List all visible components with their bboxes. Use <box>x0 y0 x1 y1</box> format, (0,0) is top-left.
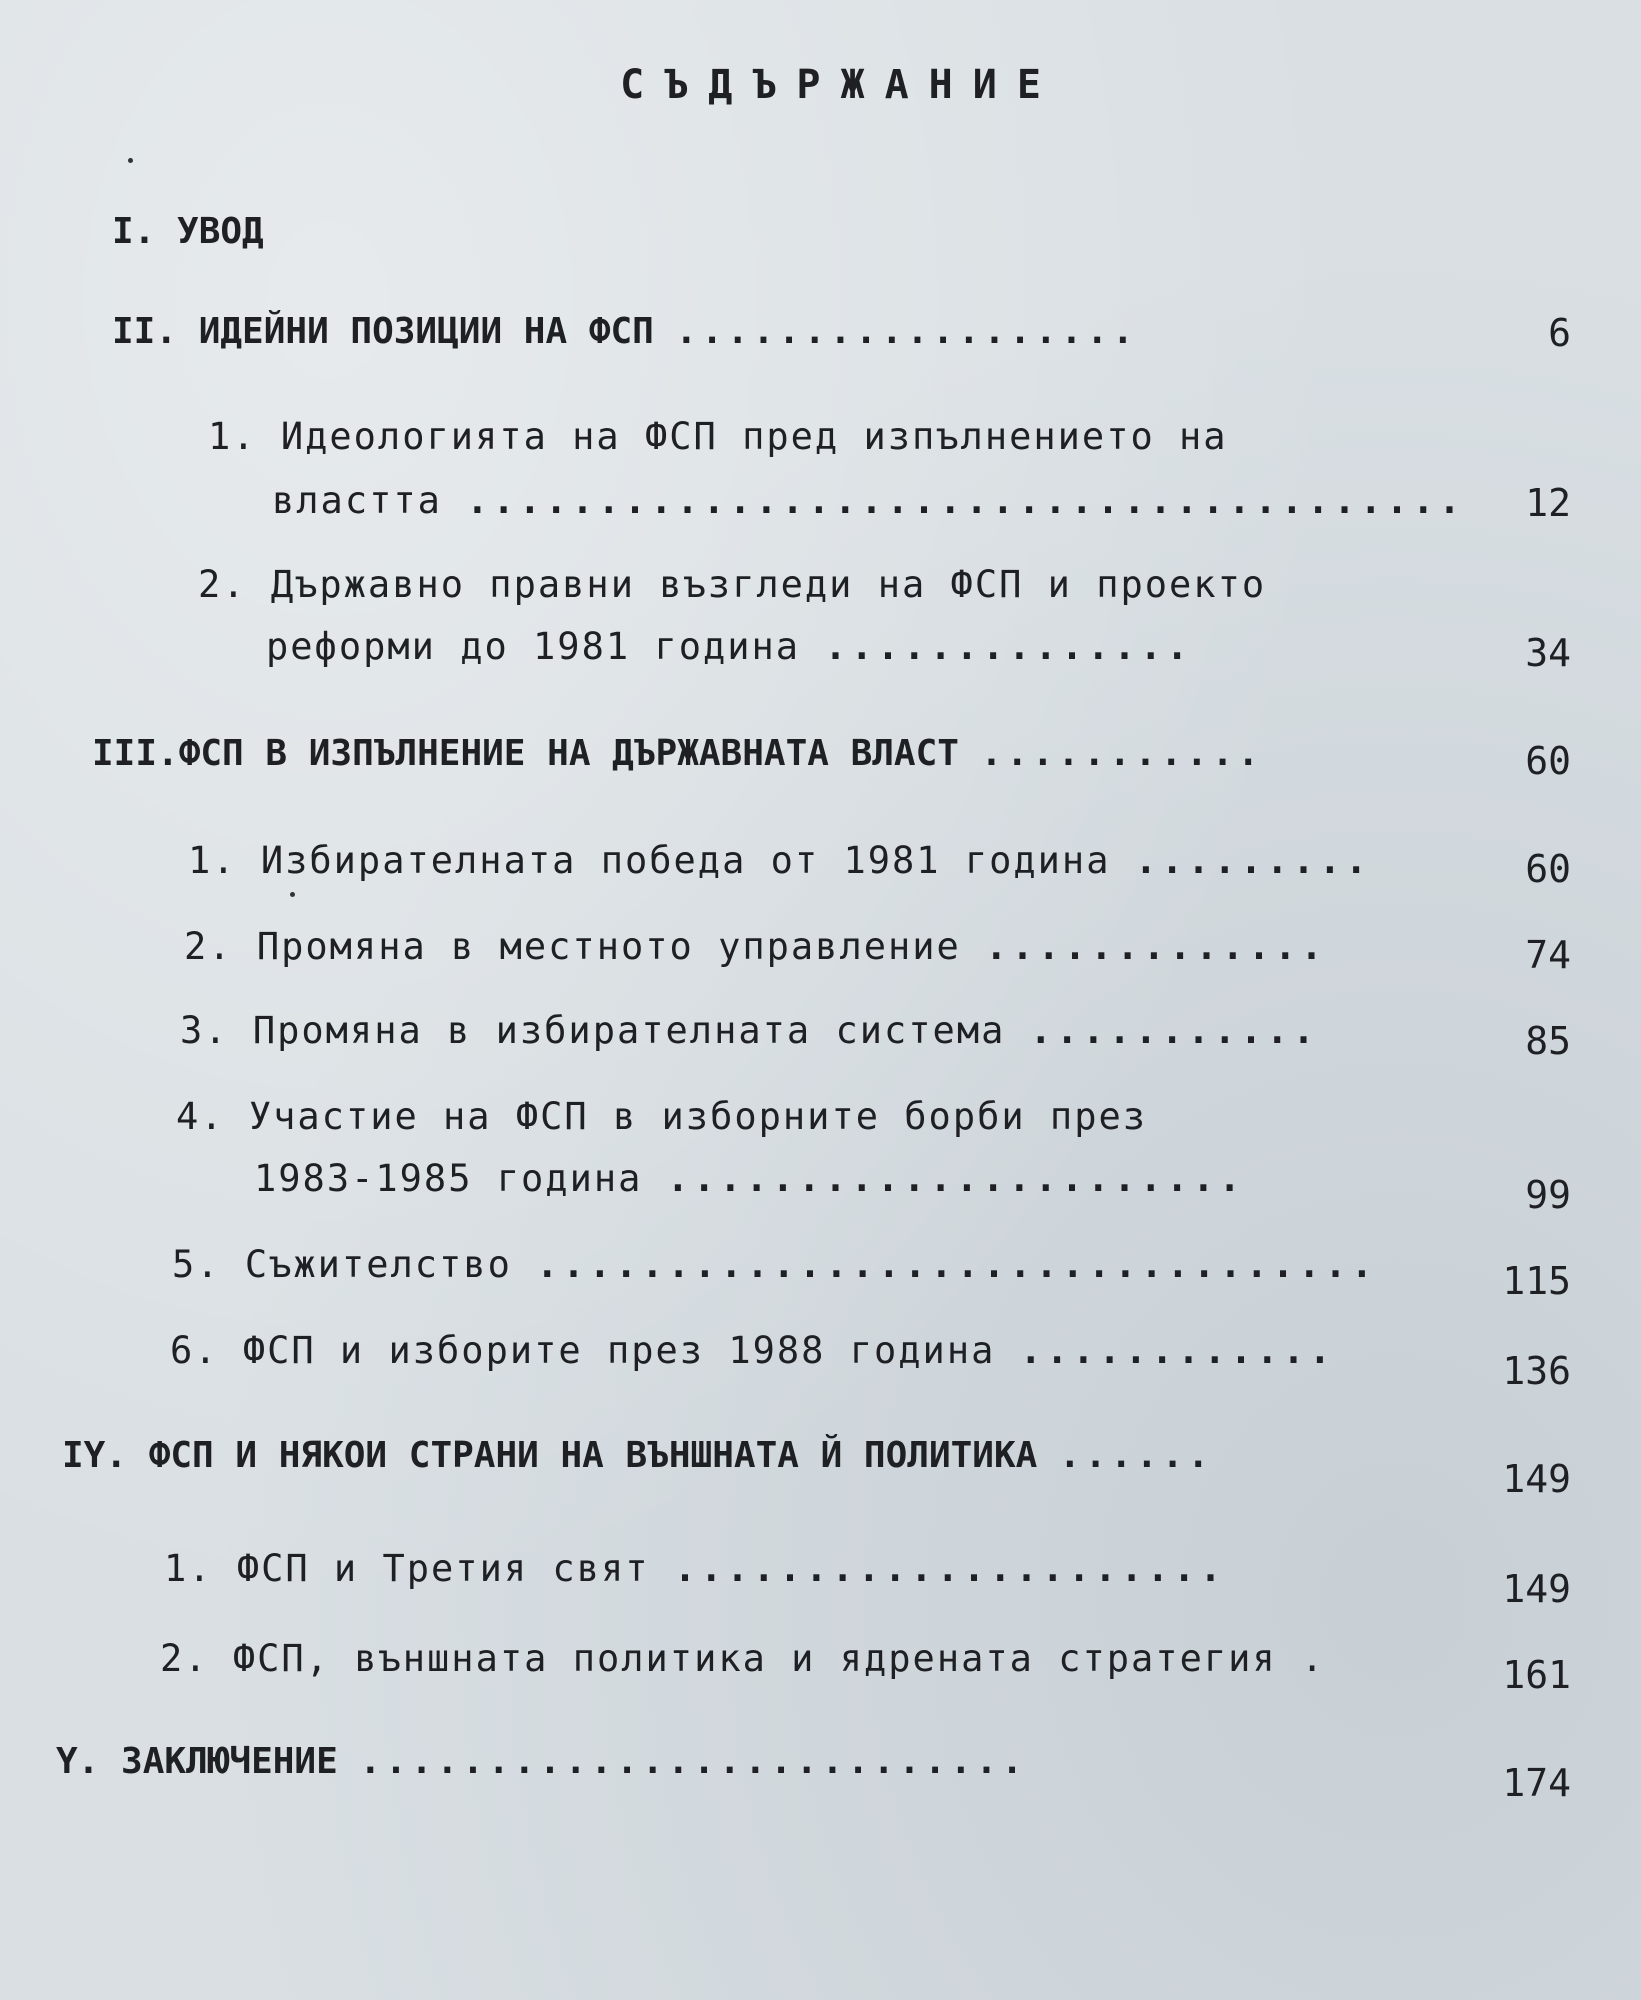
toc-section-4-2-page: 161 <box>1502 1653 1571 1697</box>
toc-leader-dots: ...................................... <box>466 479 1465 522</box>
toc-leader-dots: ........... <box>1029 1009 1319 1052</box>
toc-section-3-1 <box>188 839 1372 882</box>
toc-section-3-4-page: 99 <box>1525 1173 1571 1217</box>
toc-section-3-3-page: 85 <box>1525 1019 1571 1063</box>
toc-section-3-6 <box>170 1329 1335 1372</box>
toc-section-3-4 <box>176 1095 1148 1138</box>
toc-leader-dots: .................. <box>675 311 1138 352</box>
toc-section-2-1-cont <box>272 479 1465 522</box>
toc-section-2-2-line1: 2. Държавно правни възгледи на ФСП и проекто <box>198 563 1267 606</box>
toc-chapter-2 <box>112 311 1138 352</box>
toc-section-3-5 <box>172 1243 1377 1286</box>
toc-chapter-2-label: II. ИДЕЙНИ ПОЗИЦИИ НА ФСП <box>112 311 654 352</box>
toc-chapter-3 <box>92 733 1264 774</box>
toc-section-2-2-line2: реформи до 1981 година <box>266 625 801 668</box>
toc-leader-dots: ............. <box>985 925 1327 968</box>
toc-chapter-5 <box>56 1741 1027 1782</box>
toc-chapter-5-label: Y. ЗАКЛЮЧЕНИЕ <box>56 1741 338 1782</box>
toc-leader-dots: ...................... <box>666 1157 1245 1200</box>
toc-section-3-1-label: 1. Избирателната победа от 1981 година <box>188 839 1111 882</box>
toc-section-2-2 <box>198 563 1267 606</box>
toc-chapter-4-label: IY. ФСП И НЯКОИ СТРАНИ НА ВЪНШНАТА Й ПОЛИТИКА <box>62 1435 1038 1476</box>
toc-section-2-2-cont <box>266 625 1193 668</box>
toc-chapter-4 <box>62 1435 1214 1476</box>
toc-section-3-3 <box>180 1009 1319 1052</box>
toc-section-3-4-line2: 1983-1985 година <box>254 1157 643 1200</box>
toc-chapter-2-page: 6 <box>1548 311 1571 355</box>
toc-section-3-1-page: 60 <box>1525 847 1571 891</box>
toc-section-4-1-label: 1. ФСП и Третия свят <box>164 1547 650 1590</box>
stray-mark <box>128 158 133 163</box>
toc-leader-dots: ...... <box>1059 1435 1214 1476</box>
toc-section-2-2-page: 34 <box>1525 631 1571 675</box>
toc-leader-dots: .......................... <box>359 1741 1027 1782</box>
toc-section-2-1 <box>208 415 1228 458</box>
toc-section-4-2-label: 2. ФСП, външната политика и ядрената стратегия . <box>160 1637 1326 1680</box>
toc-chapter-1 <box>112 211 264 252</box>
toc-chapter-1-label: I. УВОД <box>112 211 264 252</box>
toc-leader-dots: ......... <box>1134 839 1372 882</box>
toc-chapter-3-label: III.ФСП В ИЗПЪЛНЕНИЕ НА ДЪРЖАВНАТА ВЛАСТ <box>92 733 959 774</box>
toc-section-2-1-page: 12 <box>1525 481 1571 525</box>
page-title: СЪДЪРЖАНИЕ <box>620 62 1061 108</box>
toc-leader-dots: ............ <box>1019 1329 1335 1372</box>
toc-section-3-2-page: 74 <box>1525 933 1571 977</box>
toc-section-3-2 <box>184 925 1327 968</box>
toc-chapter-4-page: 149 <box>1502 1457 1571 1501</box>
toc-chapter-5-page: 174 <box>1502 1761 1571 1805</box>
stray-mark <box>290 892 295 897</box>
toc-section-4-1 <box>164 1547 1226 1590</box>
toc-section-2-1-line1: 1. Идеологията на ФСП пред изпълнението на <box>208 415 1228 458</box>
toc-section-3-4-cont <box>254 1157 1245 1200</box>
toc-section-3-4-line1: 4. Участие на ФСП в изборните борби през <box>176 1095 1148 1138</box>
toc-leader-dots: ................................ <box>536 1243 1377 1286</box>
toc-leader-dots: ........... <box>980 733 1264 774</box>
toc-section-3-5-label: 5. Съжителство <box>172 1243 512 1286</box>
toc-section-3-2-label: 2. Промяна в местното управление <box>184 925 961 968</box>
toc-section-4-1-page: 149 <box>1502 1567 1571 1611</box>
toc-section-4-2 <box>160 1637 1326 1680</box>
toc-chapter-3-page: 60 <box>1525 739 1571 783</box>
toc-section-3-6-label: 6. ФСП и изборите през 1988 година <box>170 1329 996 1372</box>
toc-leader-dots: .............. <box>824 625 1193 668</box>
toc-section-3-5-page: 115 <box>1502 1259 1571 1303</box>
toc-section-2-1-line2: властта <box>272 479 442 522</box>
toc-leader-dots: ..................... <box>673 1547 1226 1590</box>
toc-section-3-3-label: 3. Промяна в избирателната система <box>180 1009 1006 1052</box>
toc-section-3-6-page: 136 <box>1502 1349 1571 1393</box>
